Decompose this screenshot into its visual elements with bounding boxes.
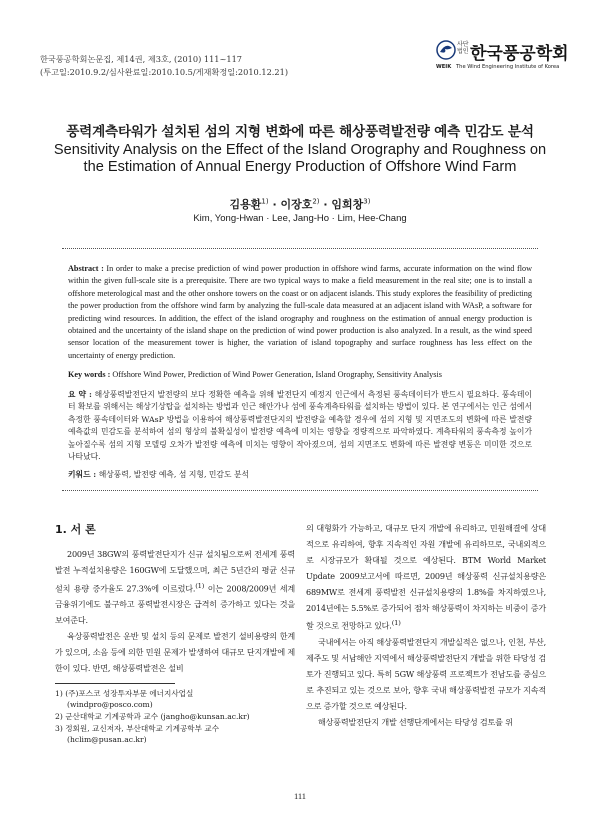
section-heading: 1. 서 론 (55, 523, 96, 536)
society-emblem-icon (436, 40, 456, 60)
submission-dates: (투고일:2010.9.2/심사완료일:2010.10.5/게재확정일:2010.12.21) (40, 67, 289, 77)
body-column-right (306, 521, 546, 730)
logo-society-name: 한국풍공학회 (470, 44, 569, 64)
korean-abstract (68, 389, 532, 463)
journal-citation: 한국풍공학회논문집, 제14권, 제3호, (2010) 111~117 (40, 54, 243, 64)
author-3: 임희창 (331, 198, 364, 211)
author-1-affil: 1) (261, 197, 269, 206)
body-paragraph: 해상풍력발전단지 개발 선행단계에서는 타당성 검토를 위 (318, 716, 513, 727)
body-paragraph (55, 547, 295, 629)
footnote-1: 1) (주)포스코 성장투자부문 에너지사업실 (55, 689, 194, 698)
paper-title-english-line1: Sensitivity Analysis on the Effect of the Island Orography and Roughness on (53, 142, 547, 158)
paragraph-text: 의 대형화가 가능하고, 대규모 단지 개발에 유리하고, 민원해결에 상대적으로 유리하여, 향후 지속적인 자원 개발에 유리하므로, 국내외적으로 시장규모가 확대될 것으로 예상된다. BTM World Market Update 2009보고서에 따르면, 2009년 해상풍력 신규설치용량은 689MW로 전세계 풍력발전 신규설치용량의 1.8%를 차지하였으나, 2014년에는 5.5%로 증가되어 점차 해상풍력이 차지하는 비중이 증가할 것으로 전망하고 있다. (306, 523, 546, 632)
body-paragraph: 국내에서는 아직 해상풍력발전단지 개발실적은 없으나, 인천, 부산, 제주도 및 서남해안 지역에서 해상풍력발전단지 개발을 위한 타당성 검토가 진행되고 있다. 특히 5GW 해상풍력 프로젝트가 전남도를 중심으로 추진되고 있는 것으로 보아, 향후 국내 해상풍력발전 규모가 지속적으로 증가할 것으로 예상된다. (306, 637, 546, 711)
keywords-text: Offshore Wind Power, Prediction of Wind Power Generation, Island Orography, Sensitivity Analysis (112, 370, 442, 379)
author-1: 김용환 (229, 198, 262, 211)
author-3-affil: 3) (363, 197, 371, 206)
footnote-divider (55, 683, 175, 684)
korean-abstract-label: 요 약 : (68, 390, 92, 399)
korean-abstract-text: 해상풍력발전단지 발전량의 보다 정확한 예측을 위해 발전단지 예정지 인근에서 측정된 풍속데이터가 반드시 필요하다. 풍속데이터 확보를 위해서는 해상기상탑을 설치하는 방법과 인근 해안가나 섬에 풍속계측타워를 설치하는 방법이 있다. 본 연구에서는 인근 섬에서 측정한 풍속데이터와 WAsP 방법을 이용하여 해상풍력발전단지의 발전량을 예측할 경우에 섬의 지형 및 지면조도의 변화에 따른 발전량 예측값의 민감도를 분석하여 섬의 형상의 불확실성이 발전량 예측에 미치는 영향을 정량적으로 파악하였다. 계측타워의 풍속측정 높이가 높아질수록 섬의 지형 모델링 오차가 발전량 예측에 미치는 영향이 작아졌으며, 섬의 지면조도 변화에 따른 발전량 변동은 미미한 것으로 나타났다. (68, 390, 532, 462)
author-2: 이장호 (280, 198, 313, 211)
society-logo (436, 40, 569, 74)
korean-keywords-label: 키워드 : (68, 470, 97, 479)
footnote-2: 2) 군산대학교 기계공학과 교수 (jangho@kunsan.ac.kr) (55, 712, 250, 721)
abstract-top-divider (62, 248, 538, 249)
body-paragraph (306, 521, 546, 635)
logo-small-label: 사단법인 (457, 41, 469, 55)
author-2-affil: 2) (312, 197, 320, 206)
footnote-3: 3) 정회원, 교신저자, 부산대학교 기계공학부 교수 (55, 724, 220, 733)
footnote-3-email: (hclim@pusan.ac.kr) (67, 735, 147, 744)
footnote-1-email: (windpro@posco.com) (67, 700, 153, 709)
paragraph-text: 2009년 38GW의 풍력발전단지가 신규 설치됨으로써 전세계 풍력발전 누적설치용량은 160GW에 도달했으며, 최근 5년간의 평균 신규설치 용량 증가율도 27.3%에 이르렀다. (55, 549, 295, 594)
paper-title-english-line2: the Estimation of Annual Energy Production of Offshore Wind Farm (83, 159, 517, 175)
korean-keywords-text: 해상풍력, 발전량 예측, 섬 지형, 민감도 분석 (98, 470, 250, 479)
author-separator: · (268, 198, 281, 211)
korean-keywords (68, 469, 532, 480)
authors-english: Kim, Yong-Hwan · Lee, Jang-Ho · Lim, Hee-Chang (193, 213, 407, 224)
abstract (68, 263, 532, 362)
abstract-bottom-divider (62, 490, 538, 491)
keywords-label: Key words : (68, 370, 111, 379)
paper-title-korean: 풍력계측타워가 설치된 섬의 지형 변화에 따른 해상풍력발전량 예측 민감도 분석 (66, 124, 534, 140)
citation: (1) (195, 581, 205, 590)
paragraph-text: 이는 2008/2009년 세계 금융위기에도 불구하고 풍력발전시장은 급격히 증가하고 있다는 것을 보여준다. (55, 583, 295, 626)
body-paragraph: 육상풍력발전은 운반 및 설치 등의 문제로 발전기 설비용량의 한계가 있으며, 소음 등에 의한 민원 문제가 발생하여 대규모 단지개발에 제한이 있다. 반면, 해상풍력발전은 설비 (55, 631, 295, 674)
page-number: 111 (293, 791, 307, 801)
abstract-label: Abstract : (68, 264, 104, 273)
logo-english-name: The Wind Engineering Institute of Korea (456, 64, 560, 70)
authors-korean (0, 196, 600, 212)
author-separator: · (319, 198, 332, 211)
citation: (1) (391, 619, 401, 628)
keywords (68, 370, 532, 379)
abstract-text: In order to make a precise prediction of wind power production in offshore wind farms, accurate information on the wind flow within the given full-scale site is a prerequisite. There are two typical ways to make a field measurement in the real site; one is to install a offshore meterological mast and the other onshore towers on the coast or on adjacent islands. This study explores the feasibility of predicting the power production from the offshore wind farm by analyzing the full-scale data measured at an adjacent island with WAsP, a software for predicting wind resources. In addition, the effect of the island orography and roughness on the estimation of annual energy production is obtained and the uncertainty of the island shape on the prediction of wind power production is also analyzed. In a result, as the wind speed sensor location of the measurement tower is higher, the variation of island topography and surface roughness has less effect on the uncertainty of energy prediction. (68, 264, 532, 360)
body-column-left (55, 547, 295, 677)
logo-abbreviation: WEIK (436, 64, 452, 70)
